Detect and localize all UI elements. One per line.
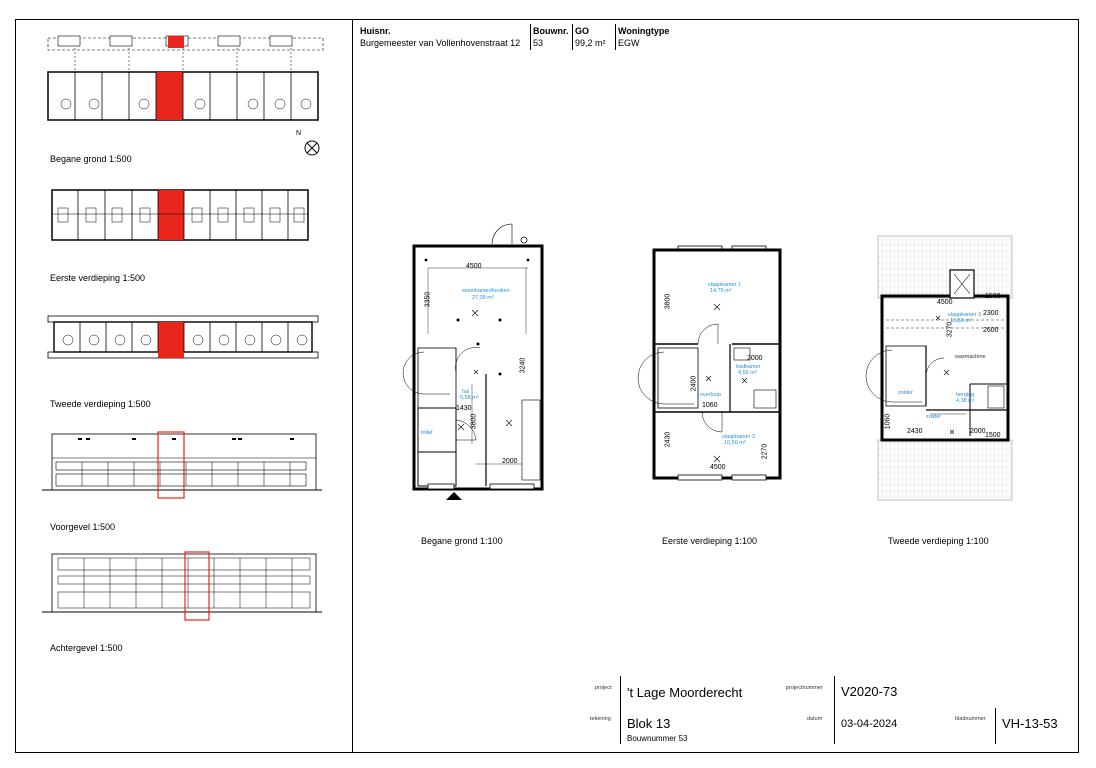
room-area: 13,83 m² [950, 318, 972, 324]
room-label: berging [956, 392, 975, 398]
dim-c: 2400 [690, 375, 698, 392]
view-label-voorgevel: Voorgevel 1:500 [50, 522, 116, 532]
header-sep [572, 24, 573, 50]
dim-left: 3350 [424, 291, 432, 308]
room-label: slaapkamer 3 [948, 312, 982, 318]
header-col4-value: EGW [618, 38, 640, 48]
dim-d: 2600 [983, 327, 999, 334]
datum-value: 03-04-2024 [841, 718, 898, 730]
header-col2-title: Bouwnr. [533, 26, 569, 36]
room-label: hal [462, 389, 470, 395]
titleblock-sep [834, 676, 835, 708]
view-label-achtergevel: Achtergevel 1:500 [50, 643, 123, 653]
view-label-begane-grond: Begane grond 1:500 [50, 154, 132, 164]
room-label: overloop [700, 392, 722, 398]
header-col1-title: Huisnr. [360, 26, 391, 36]
dim-mid: 1430 [456, 405, 472, 412]
header-col3-value: 99,2 m² [575, 38, 606, 48]
dim-g: 4500 [710, 464, 726, 471]
header-sep [530, 24, 531, 50]
room-label: zolder [898, 390, 913, 396]
room-label: slaapkamer 1 [708, 282, 742, 288]
project-value: 't Lage Moorderecht [627, 685, 743, 700]
view-label-eerste-verdieping: Eerste verdieping 1:500 [50, 273, 146, 283]
dim-e: 2430 [907, 428, 923, 435]
tekening-label: tekening [590, 716, 611, 722]
north-arrow-icon [300, 136, 322, 158]
view-label-tweede-verdieping: Tweede verdieping 1:500 [50, 399, 151, 409]
dim-a: 1500 [985, 293, 1001, 300]
header-col2-value: 53 [533, 38, 544, 48]
room-label: woonkamer/keuken [462, 288, 510, 294]
room-label: slaapkamer 2 [722, 434, 756, 440]
room-area: 10,50 m² [724, 440, 746, 446]
plan-label-tweede-verdieping: Tweede verdieping 1:100 [888, 536, 989, 546]
header-col4-title: Woningtype [618, 26, 670, 36]
plan-label-begane-grond: Begane grond 1:100 [421, 536, 503, 546]
dim-b: 2000 [747, 355, 763, 362]
room-label: badkamer [736, 364, 761, 370]
dim-c: 3270 [946, 321, 954, 338]
site-plan-ground-floor [48, 34, 323, 124]
bladnummer-label: bladnummer [955, 716, 986, 722]
titleblock-sep [620, 676, 621, 708]
dim-top: 4500 [937, 299, 953, 306]
dim-right: 3240 [519, 357, 527, 374]
projectnummer-value: V2020-73 [841, 684, 898, 699]
tekening-value: Blok 13 [627, 716, 671, 731]
dim-d: 1060 [702, 402, 718, 409]
plan-label-eerste-verdieping: Eerste verdieping 1:100 [662, 536, 758, 546]
room-area: 14,76 m² [710, 288, 732, 294]
project-label: project [595, 685, 612, 691]
bladnummer-value: VH-13-53 [1002, 716, 1058, 731]
dim-e: 2430 [664, 431, 672, 448]
dim-bottom: 2000 [502, 458, 518, 465]
dim-a: 3800 [664, 293, 672, 310]
header-col1-value: Burgemeester van Vollenhovenstraat 12 [360, 38, 521, 48]
room-label: wasmachine [955, 354, 986, 360]
titleblock-sep [995, 708, 996, 744]
room-area: 27,05 m² [472, 295, 494, 301]
dim-f: 2000 [970, 428, 986, 435]
tekening-sub: Bouwnummer 53 [627, 734, 688, 743]
room-area: 5,58 m² [460, 395, 479, 401]
elevation-front [42, 430, 322, 500]
room-label: zolder [926, 414, 941, 420]
projectnummer-label: projectnummer [786, 685, 823, 691]
header-col3-title: GO [575, 26, 590, 36]
room-label: toilet [421, 430, 433, 436]
dim-top: 4500 [466, 263, 482, 270]
dim-f: 2270 [761, 443, 769, 460]
dim-b: 2300 [983, 310, 999, 317]
north-label: N [296, 130, 302, 137]
titleblock-sep [620, 708, 621, 744]
site-plan-first-floor [52, 190, 312, 242]
room-area: 4,56 m² [738, 370, 757, 376]
datum-label: datum [807, 716, 823, 722]
header-sep [615, 24, 616, 50]
panel-divider [352, 19, 353, 753]
dim-g: 1500 [985, 432, 1001, 439]
dim-side: 3800 [470, 413, 478, 430]
room-area: 4,38 m² [956, 398, 975, 404]
site-plan-second-floor [48, 316, 320, 362]
titleblock-sep [834, 708, 835, 744]
elevation-rear [42, 552, 322, 622]
floorplan-tweede-verdieping [878, 236, 1014, 500]
dim-h: 1060 [884, 413, 892, 430]
